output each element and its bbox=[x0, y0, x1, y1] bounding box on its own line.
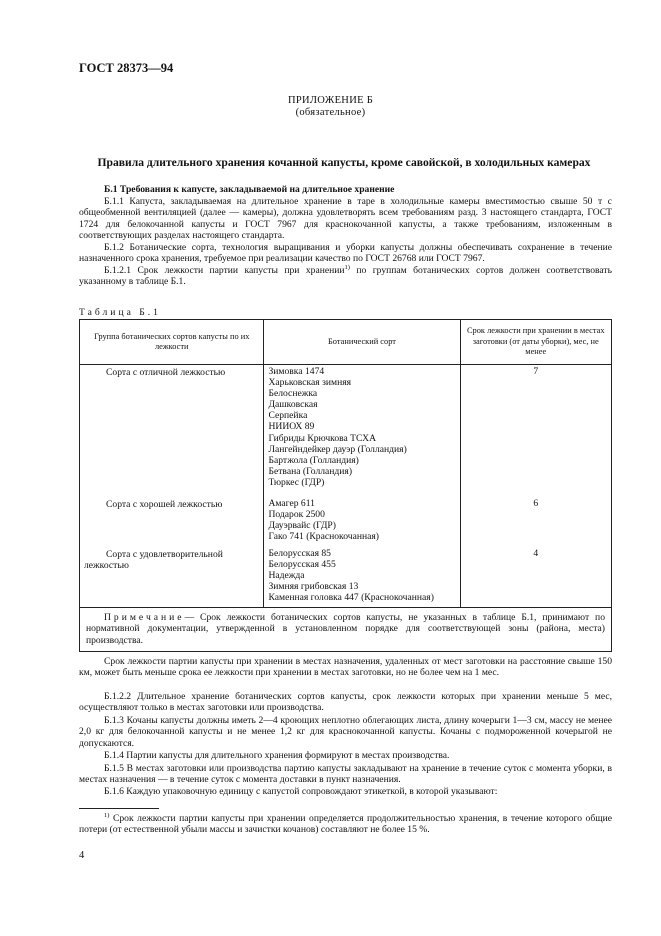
header-group: Группа ботанических сортов капусты по их лежкости bbox=[80, 320, 264, 365]
footnote bbox=[79, 813, 612, 836]
variety-item: Харьковская зимняя bbox=[268, 377, 352, 389]
variety-item: Дауэрвайс (ГДР) bbox=[268, 520, 336, 532]
variety-item: Белоснежка bbox=[268, 388, 318, 400]
standard-number: ГОСТ 28373—94 bbox=[79, 61, 174, 75]
paragraph-b12: Б.1.2 Ботанические сорта, технология выращивания и уборки капусты должны обеспечивать сохранение в течение назначенного срока хранения, требуемое при реализации качество по ГОСТ 26768 или ГОСТ 7967. bbox=[79, 242, 612, 265]
table-header-row bbox=[80, 320, 612, 365]
months-cell: 4 bbox=[460, 547, 612, 608]
document-title: Правила длительного хранения кочанной капусты, кроме савойской, в холодильных камерах bbox=[97, 156, 591, 169]
variety-item: Белорусская 455 bbox=[268, 559, 336, 571]
variety-item: Белорусская 85 bbox=[268, 548, 331, 559]
variety-item: Надежда bbox=[268, 570, 305, 582]
footnote-divider bbox=[79, 808, 159, 809]
note-text: — Срок лежкости ботанических сортов капусты, не указанных в таблице Б.1, принимают по нормативной документации, утвержденной в установленном порядке для соответствующей зоны (района, места) производства. bbox=[86, 612, 605, 646]
group-cell bbox=[80, 365, 264, 498]
footnote-ref: 1) bbox=[344, 263, 350, 271]
paragraph-after-table: Срок лежкости партии капусты при хранении в местах назначения, удаленных от мест заготовки на расстояние свыше 150 км, может быть меньше срока ее лежкости при хранении в местах заготовки, но не более чем на 1 мес. bbox=[79, 656, 612, 679]
page-number: 4 bbox=[79, 850, 85, 861]
note-label: Примечание bbox=[104, 612, 185, 623]
variety-item: Тюркес (ГДР) bbox=[268, 476, 325, 488]
variety-item: Серпейка bbox=[268, 410, 308, 422]
variety-item: Бартжола (Голландия) bbox=[268, 454, 359, 466]
variety-item: Каменная головка 447 (Краснокочанная) bbox=[268, 592, 434, 604]
variety-cell bbox=[264, 547, 460, 608]
table-row bbox=[80, 547, 612, 608]
paragraph-b121-start: Б.1.2.1 Срок лежкости партии капусты при хранении bbox=[104, 265, 345, 276]
group-label: Сорта с удовлетворительной лежкостью bbox=[84, 549, 223, 571]
paragraph-b121-end: по группам ботанических сортов должен соответствовать указанному в таблице Б.1. bbox=[79, 265, 612, 288]
variety-cell bbox=[264, 497, 460, 547]
table-note bbox=[80, 608, 612, 652]
table-caption: Таблица Б.1 bbox=[79, 307, 161, 318]
months-cell: 7 bbox=[460, 365, 612, 498]
paragraph-b14: Б.1.4 Партии капусты для длительного хранения формируют в местах производства. bbox=[104, 750, 450, 761]
varieties-table bbox=[79, 319, 612, 652]
paragraph-b121 bbox=[79, 265, 612, 288]
variety-item: Подарок 2500 bbox=[268, 509, 325, 521]
variety-item: Зимовка 1474 bbox=[268, 366, 325, 377]
group-label: Сорта с хорошей лежкостью bbox=[106, 499, 223, 510]
paragraph-b13: Б.1.3 Кочаны капусты должны иметь 2—4 кроющих неплотно облегающих листа, длину кочерыги 1—3 см, массу не менее 2,0 кг для белокочанной капусты и не менее 1,2 кг для краснокочанной капусты. Кочаны с подмороженной кочерыгой не допускаются. bbox=[79, 715, 612, 749]
group-label: Сорта с отличной лежкостью bbox=[106, 367, 226, 378]
footnote-mark: 1) bbox=[104, 811, 110, 819]
table-row bbox=[80, 497, 612, 547]
group-cell bbox=[80, 497, 264, 547]
variety-item: Гибриды Крючкова ТСХА bbox=[268, 432, 377, 444]
section-heading-b1: Б.1 Требования к капусте, закладываемой на длительное хранение bbox=[104, 184, 395, 195]
months-cell: 6 bbox=[460, 497, 612, 547]
table-row bbox=[80, 365, 612, 498]
variety-item: Гако 741 (Краснокочанная) bbox=[268, 531, 379, 543]
group-cell bbox=[80, 547, 264, 608]
paragraph-b11: Б.1.1 Капуста, закладываемая на длительное хранение в таре в холодильные камеры вместимостью свыше 50 т с общеобменной вентиляцией (далее — камеры), должна удовлетворять всем требованиям разд. 3 настоящего стандарта, ГОСТ 1724 для белокочанной капусты и ГОСТ 7967 для краснокочанной капусты, а также требованиям, изложенным в соответствующих разделах настоящего стандарта. bbox=[79, 196, 612, 241]
paragraph-b16: Б.1.6 Каждую упаковочную единицу с капустой сопровождают этикеткой, в которой указывают: bbox=[104, 786, 498, 797]
appendix-status: (обязательное) bbox=[295, 107, 366, 118]
variety-cell bbox=[264, 365, 460, 498]
paragraph-b122: Б.1.2.2 Длительное хранение ботанических сортов капусты, срок лежкости которых при хранении меньше 5 мес, осуществляют только в местах заготовки или производства. bbox=[79, 691, 612, 714]
variety-item: Дашковская bbox=[268, 399, 318, 411]
variety-item: Амагер 611 bbox=[268, 498, 315, 509]
table-note-row bbox=[80, 608, 612, 652]
footnote-text: Срок лежкости партии капусты при хранении определяется продолжительностью хранения, в течение которого общие потери (от естественной убыли массы и зачистки кочанов) составляют не более 15 %. bbox=[79, 813, 612, 836]
variety-item: Бетвана (Голландия) bbox=[268, 465, 353, 477]
header-months: Срок лежкости при хранении в местах заготовки (от даты уборки), мес, не менее bbox=[460, 320, 612, 365]
header-variety: Ботанический сорт bbox=[264, 320, 460, 365]
appendix-label: ПРИЛОЖЕНИЕ Б bbox=[287, 95, 374, 106]
variety-item: Лангейндейкер дауэр (Голландия) bbox=[268, 443, 407, 455]
paragraph-b15: Б.1.5 В местах заготовки или производства партию капусты закладывают на хранение в течение суток с момента уборки, в местах назначения — в течение суток с момента доставки в пункт назначения. bbox=[79, 763, 612, 786]
variety-item: НИИОХ 89 bbox=[268, 421, 315, 433]
variety-item: Зимняя грибовская 13 bbox=[268, 581, 359, 593]
